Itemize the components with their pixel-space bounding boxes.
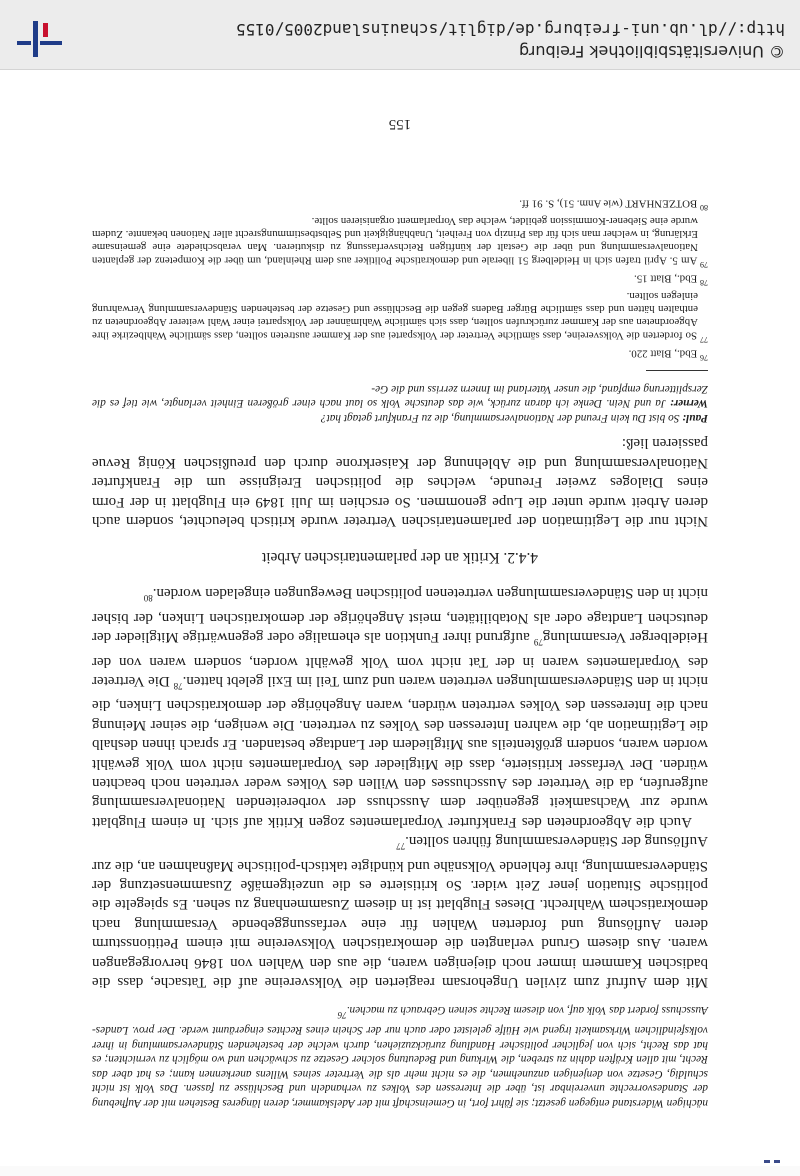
dialog-speaker-paul: Paul:: [682, 411, 708, 424]
footnote-80: [92, 196, 708, 214]
footnote-text: So forderten die Volksvereine, dass sämtliche Vertreter der Volkspartei aus der Kammer austreten sollten, dass sämtliche Wahlbezirke ihre Abgeordneten aus der Kammer zurückrufen sollten, dass sich sämtliche Wahlmänner der Volkspartei einer Wahl weiterer Abgeordneten zu enthalten hätten und dass sämtliche Bürger Badens gegen die Beschlüsse und Gesetze der bestehenden Ständeversammlung Verwahrung einlegen sollten.: [92, 290, 698, 342]
dialog-text-werner: Ja und Nein. Denke ich daran zurück, wie das deutsche Volk so laut nach einer größeren Einheit verlangte, wie tief es die Zersplitterung empfand, die unser Vaterland im Innern zerriss und die Ge-: [92, 382, 708, 410]
footnote-text: Ebd., Blatt 220.: [628, 347, 698, 360]
footnote-ref-78: 78: [173, 680, 183, 691]
dialog-line-werner: [92, 381, 708, 410]
dialog-text-paul: So bist Du kein Freund der Nationalversammlung, die zu Frankfurt getagt hat?: [320, 411, 683, 424]
footnotes: [92, 196, 708, 364]
footnote-separator: [646, 370, 708, 371]
paragraph-1-text: Mit dem Aufruf zum zivilen Ungehorsam reagierten die Volksvereine auf die Tatsache, dass die badischen Kammern immer noch diejenigen waren, die aus den Wahlen von 1846 hervorgegangen waren. Aus diesem Grund verlangten die demokratischen Volksvereine mit einem Petitionssturm deren Auflösung und forderten Wahlen für eine verfassunggebende Versammlung nach demokratischem Wahlrecht. Dieses Flugblatt ist in diesem Zusammenhang zu sehen. Es spiegelte die politische Situation jener Zeit wider. So kritisierte es die unzeitgemäße Zusammensetzung der Ständeversammlung, ihre fehlende Volksnähe und kündigte taktisch-politische Maßnahmen an, die zur Auflösung der Ständeversammlung führen sollten.: [92, 833, 708, 991]
scan-top-strip: [0, 1166, 800, 1176]
paragraph-3: Nicht nur die Legitimation der parlamentarischen Vertreter wurde kritisch beleuchtet, sondern auch deren Arbeit wurde unter die Lupe genommen. So erschien im Juli 1849 ein Flugblatt in der Form eines Dialoges zweier Freunde, welches die politischen Ereignisse um die Frankfurter Nationalversammlung und die Ablehnung der Kaiserkrone durch den preußischen König Revue passieren ließ:: [92, 435, 708, 529]
footnote-ref-76: 76: [337, 1010, 347, 1021]
paragraph-2-text-b: Die Vertreter des Vorparlamentes waren in der Tat nicht vom Volk gewählt worden, sondern waren von der Heidelberger Versammlung: [92, 629, 708, 689]
scan-edge-marks: [740, 1169, 780, 1173]
page-body: [92, 196, 708, 1110]
footnote-text: Ebd., Blatt 15.: [634, 272, 698, 285]
section-heading: 4.4.2. Kritik an der parlamentarischen Arbeit: [261, 548, 539, 566]
logo-bar-right: [17, 41, 31, 45]
footnote-number: 77: [700, 335, 708, 345]
page-number: 155: [388, 116, 412, 132]
quote-text: nächigen Widerstand entgegen gesetzt; sie fährt fort, in Gemeinschaft mit der Adelskammer, deren längeres Bestehen mit der Aufhebung der Standesvorrechte unvereinbar ist, über die Interessen des Volkes zu verhandeln und Beschlüsse zu fassen. Das Volk ist nicht schuldig, Gesetze von denjenigen anzunehmen, die es nicht mehr als die Vertreter seines Willens anerkennen kann; es hat aber das Recht, mit allen Kräften dahin zu streben, die Wirkung und Bedeutung solcher Gesetze zu schwächen und wo möglich zu vernichten; es hat das Recht, sich von jeglicher politischer Handlung zurückzuziehen, durch welche der bestehenden Ständeversammlung in ihrer volksfeindlichen Wirksamkeit irgend wie Hülfe geleistet oder auch nur der Schein eines Rechtes eingeräumt werde. Der prov. Landes-Ausschuss fordert das Volk auf, von diesem Rechte seinen Gebrauch zu machen.: [92, 1004, 708, 1109]
logo-bar-left: [40, 41, 62, 45]
quoted-leaflet-text: [92, 1003, 708, 1110]
footer-copyright: © Universitätsbibliothek Freiburg: [518, 42, 785, 61]
footnote-77: [92, 289, 708, 346]
footnote-ref-79: 79: [533, 637, 543, 648]
footnote-ref-80: 80: [143, 593, 153, 604]
footer-url-link[interactable]: http://dl.ub.uni-freiburg.de/diglit/schauinsland2005/0155: [235, 20, 785, 39]
footnote-text: BOTZENHART (wie Anm. 51), S. 91 ff.: [519, 196, 698, 209]
footnote-number: 76: [700, 353, 708, 363]
library-footer-bar: [0, 0, 800, 70]
paragraph-2-text-a: Auch die Abgeordneten des Frankfurter Vorparlamentes zogen Kritik auf sich. In einem Flugblatt wurde zur Wachsamkeit gegenüber dem Ausschuss der vorbereitenden Nationalversammlung aufgerufen, da die Vertreter des Ausschusses den Willen des Volkes weder vertreten noch beachten würden. Der Verfasser kritisierte, dass die Mitglieder des Vorparlamentes nicht vom Volk gewählt worden waren, sondern größtenteils aus Mitgliedern der Landtage bestanden. Er sprach ihnen deshalb die Legitimation ab, die wahren Interessen des Volkes zu vertreten. Die wenigen, die seiner Meinung nach die Interessen des Volkes vertreten würden, waren Angehörige der demokratischen Linken, die nicht in den Ständeversammlungen vertreten waren und zum Teil im Exil gelebt hatten.: [92, 672, 708, 830]
footnote-number: 79: [700, 260, 708, 270]
footnote-number: 80: [700, 202, 708, 212]
footnote-number: 78: [700, 277, 708, 287]
footnote-76: [92, 346, 708, 364]
logo-bar-accent: [43, 23, 48, 37]
footnote-78: [92, 271, 708, 289]
footnote-text: Am 5. April trafen sich in Heidelberg 51 liberale und demokratische Politiker aus dem Rheinland, um über die Kompetenz der geplanten Nationalversammlung und über die Gestalt der künftigen Reichsverfassung zu diskutieren. Man verabschiedete eine gemeinsame Erklärung, in welcher man sich für das Prinzip von Freiheit, Unabhängigkeit und Selbstbestimmungsrecht aller Nationen bekannte. Zudem wurde eine Siebener-Kommission gebildet, welche das Vorparlament organisieren sollte.: [91, 214, 698, 267]
dialog-speaker-werner: Werner:: [669, 397, 708, 410]
paragraph-2: [92, 583, 708, 831]
university-library-logo: [12, 19, 72, 59]
logo-bar-vertical: [33, 21, 38, 57]
footnote-ref-77: 77: [396, 841, 406, 852]
paragraph-1: [92, 831, 708, 991]
footnote-79: [92, 214, 708, 271]
paragraph-2-text-c: aufgrund ihrer Funktion als ehemalige oder gegenwärtige Mitglieder der deutschen Landtage oder als Notabilitäten, meist Angehörige der demokratischen Linken, der bisher nicht in den Ständeversammlungen vertretenen politischen Bewegungen eingeladen worden.: [92, 585, 708, 646]
dialog-line-paul: [92, 410, 708, 425]
